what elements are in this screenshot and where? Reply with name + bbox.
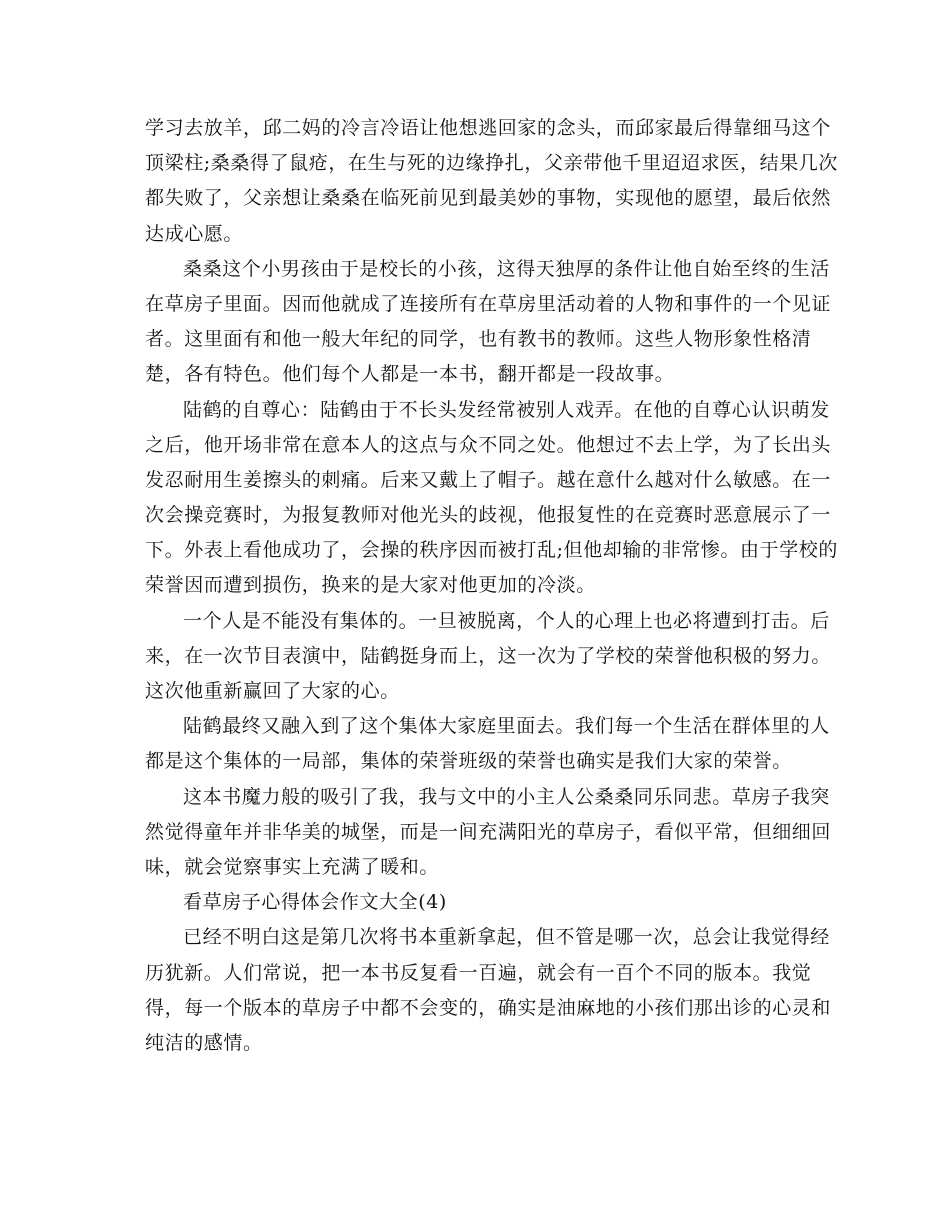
- text-line: 历犹新。人们常说，把一本书反复看一百遍，就会有一百个不同的版本。我觉: [145, 961, 812, 984]
- text-line: 发忍耐用生姜擦头的刺痛。后来又戴上了帽子。越在意什么越对什么敏感。在一: [145, 468, 832, 491]
- text-line: 者。这里面有和他一般大年纪的同学，也有教书的教师。这些人物形象性格清: [145, 328, 812, 351]
- section-heading: 看草房子心得体会作文大全(4): [183, 891, 447, 914]
- text-line: 学习去放羊，邱二妈的冷言冷语让他想逃回家的念头，而邱家最后得靠细马这个: [145, 117, 832, 139]
- paragraph-start-line: 桑桑这个小男孩由于是校长的小孩，这得天独厚的条件让他自始至终的生活: [183, 257, 830, 280]
- text-line: 下。外表上看他成功了，会操的秩序因而被打乱;但他却输的非常惨。由于学校的: [145, 539, 839, 562]
- paragraph-start-line: 陆鹤最终又融入到了这个集体大家庭里面去。我们每一个生活在群体里的人: [183, 715, 830, 738]
- text-line: 味，就会觉察事实上充满了暖和。: [145, 855, 440, 878]
- paragraph-start-line: 已经不明白这是第几次将书本重新拿起，但不管是哪一次，总会让我觉得经: [183, 926, 830, 949]
- text-line: 来，在一次节目表演中，陆鹤挺身而上，这一次为了学校的荣誉他积极的努力。: [145, 644, 832, 667]
- text-line: 次会操竞赛时，为报复教师对他光头的歧视，他报复性的在竞赛时恶意展示了一: [145, 504, 832, 527]
- text-line: 纯洁的感情。: [145, 1031, 263, 1054]
- paragraph-start-line: 这本书魔力般的吸引了我，我与文中的小主人公桑桑同乐同悲。草房子我突: [183, 785, 830, 808]
- text-line: 在草房子里面。因而他就成了连接所有在草房里活动着的人物和事件的一个见证: [145, 292, 832, 315]
- text-line: 这次他重新赢回了大家的心。: [145, 680, 400, 702]
- text-line: 之后，他开场非常在意本人的这点与众不同之处。他想过不去上学，为了长出头: [145, 433, 832, 456]
- text-line: 顶梁柱;桑桑得了鼠疮，在生与死的边缘挣扎，父亲带他千里迢迢求医，结果几次: [145, 152, 839, 175]
- text-line: 都失败了，父亲想让桑桑在临死前见到最美妙的事物，实现他的愿望，最后依然: [145, 187, 832, 210]
- text-line: 楚，各有特色。他们每个人都是一本书，翻开都是一段故事。: [145, 363, 675, 386]
- text-line: 得，每一个版本的草房子中都不会变的，确实是油麻地的小孩们那出诊的心灵和: [145, 996, 832, 1019]
- text-line: 达成心愿。: [145, 222, 244, 245]
- paragraph-start-line: 陆鹤的自尊心：陆鹤由于不长头发经常被别人戏弄。在他的自尊心认识萌发: [183, 398, 830, 421]
- text-line: 荣誉因而遭到损伤，换来的是大家对他更加的冷淡。: [145, 574, 596, 597]
- paragraph-start-line: 一个人是不能没有集体的。一旦被脱离，个人的心理上也必将遭到打击。后: [183, 609, 830, 632]
- text-line: 都是这个集体的一局部，集体的荣誉班级的荣誉也确实是我们大家的荣誉。: [145, 750, 792, 773]
- document-body: [145, 111, 839, 1061]
- text-line: 然觉得童年并非华美的城堡，而是一间充满阳光的草房子，看似平常，但细细回: [145, 820, 832, 843]
